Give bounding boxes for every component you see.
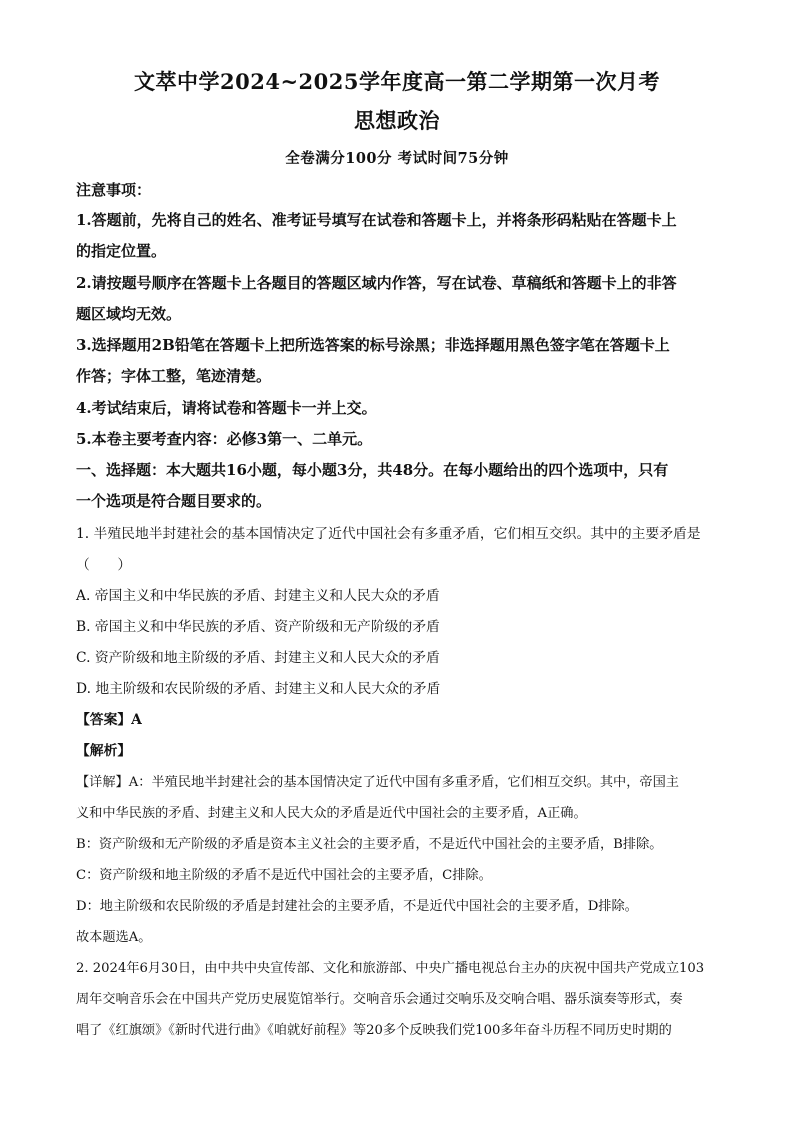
notes-item: 2.请按题号顺序在答题卡上各题目的答题区域内作答，写在试卷、草稿纸和答题卡上的非答 [76,274,677,292]
notes-item: 作答；字体工整，笔迹清楚。 [76,367,272,385]
notes-item: 3.选择题用2B铅笔在答题卡上把所选答案的标号涂黑；非选择题用黑色签字笔在答题卡上 [76,336,670,354]
question-1-stem: 1. 半殖民地半封建社会的基本国情决定了近代中国社会有多重矛盾，它们相互交织。其中的主要矛盾是 [76,526,701,542]
detail-text: C：资产阶级和地主阶级的矛盾不是近代中国社会的主要矛盾，C排除。 [76,868,492,883]
detail-text: B：资产阶级和无产阶级的矛盾是资本主义社会的主要矛盾，不是近代中国社会的主要矛盾，B排除。 [76,837,663,852]
question-2-stem: 周年交响音乐会在中国共产党历史展览馆举行。交响音乐会通过交响乐及交响合唱、器乐演奏等形式，奏 [76,992,683,1007]
question-1-option-c: C. 资产阶级和地主阶级的矛盾、封建主义和人民大众的矛盾 [76,650,440,666]
question-2-stem: 唱了《红旗颂》《新时代进行曲》《咱就好前程》等20多个反映我们党100多年奋斗历程不同历史时期的 [76,1023,672,1038]
question-1-option-b: B. 帝国主义和中华民族的矛盾、资产阶级和无产阶级的矛盾 [76,619,440,635]
subject-title: 思想政治 [354,108,440,133]
question-1-option-d: D. 地主阶级和农民阶级的矛盾、封建主义和人民大众的矛盾 [76,681,441,697]
notes-item: 4.考试结束后，请将试卷和答题卡一并上交。 [76,399,377,417]
exam-meta: 全卷满分100分 考试时间75分钟 [285,150,509,167]
detail-text: 义和中华民族的矛盾、封建主义和人民大众的矛盾是近代中国社会的主要矛盾，A正确。 [76,806,587,821]
detail-text: D：地主阶级和农民阶级的矛盾是封建社会的主要矛盾，不是近代中国社会的主要矛盾，D排除。 [76,899,638,914]
analysis-label: 【解析】 [76,743,132,759]
section-heading: 一、选择题：本大题共16小题，每小题3分，共48分。在每小题给出的四个选项中，只有 [76,461,669,479]
answer-label: 【答案】A [76,712,142,728]
question-2-stem: 2. 2024年6月30日，由中共中央宣传部、文化和旅游部、中央广播电视总台主办的庆祝中国共产党成立103 [76,961,705,976]
exam-title: 文萃中学2024~2025学年度高一第二学期第一次月考 [134,69,660,94]
notes-item: 5.本卷主要考查内容：必修3第一、二单元。 [76,430,373,448]
section-heading: 一个选项是符合题目要求的。 [76,492,272,510]
question-1-stem: （ ） [76,557,132,573]
notes-heading: 注意事项： [76,181,152,199]
detail-text: 【详解】A：半殖民地半封建社会的基本国情决定了近代中国有多重矛盾，它们相互交织。其中，帝国主 [76,775,679,790]
conclusion-text: 故本题选A。 [76,930,152,945]
notes-item: 题区域均无效。 [76,305,182,323]
notes-item: 的指定位置。 [76,242,167,260]
question-1-option-a: A. 帝国主义和中华民族的矛盾、封建主义和人民大众的矛盾 [76,588,440,604]
notes-item: 1.答题前，先将自己的姓名、准考证号填写在试卷和答题卡上，并将条形码粘贴在答题卡上 [76,211,677,229]
